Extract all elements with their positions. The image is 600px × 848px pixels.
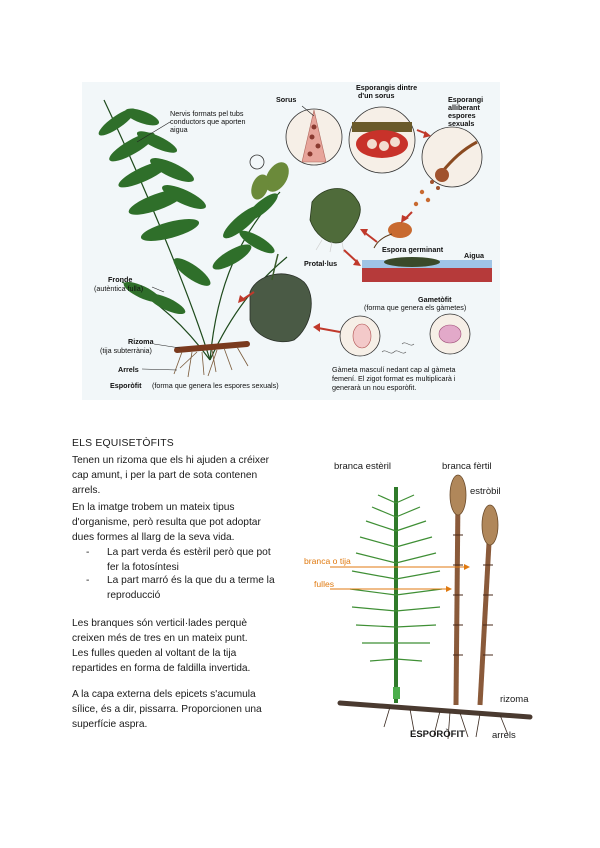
section-title: ELS EQUISETÒFITS [72, 438, 174, 449]
label-protal-lus: Protal·lus [304, 259, 338, 268]
bullet-text-line: La part verda és estèril però que pot [107, 547, 271, 558]
label-rizoma-1: Rizoma [128, 337, 154, 346]
prothallus-drawing [310, 188, 360, 253]
text-line: A la capa externa dels epicets s'acumula [72, 689, 256, 700]
large-gametophyte-drawing [250, 254, 311, 342]
label-rizoma-2: (tija subterrània) [100, 346, 152, 355]
label-nervis-2: conductors que aporten [170, 117, 246, 126]
label-gameta-1: Gàmeta masculí nedant cap al gàmeta [332, 365, 456, 374]
label-esporangi-3: espores [448, 111, 476, 120]
bullet-item-part-verda [86, 545, 296, 575]
text-line: creixen més de tres en un mateix punt. [72, 633, 248, 645]
label-branca-fertil: branca fèrtil [442, 461, 492, 472]
rhizome-roots-drawing [174, 344, 248, 377]
text-line: d'organisme, però resulta que pot adoptar [72, 517, 261, 529]
gametophyte-drawing [362, 257, 492, 282]
frond-zoom-marker [250, 155, 264, 169]
text-line: Les branques són verticil·lades perquè [72, 618, 247, 629]
label-nervis-3: aigua [170, 125, 188, 134]
label-gameta-3: generarà un nou esporòfit. [332, 383, 417, 392]
label-espora-germinant: Espora germinant [382, 245, 444, 254]
paragraph-branques [72, 616, 296, 646]
label-esporangi-1: Esporangi [448, 95, 484, 104]
text-line: arrels. [72, 485, 101, 497]
label-arrels: arrels [492, 730, 516, 741]
bullet-text-line: fer la fotosíntesi [107, 562, 179, 574]
bullet-dash: - [86, 547, 90, 558]
male-gamete-zoom-drawing [340, 316, 380, 356]
label-branca-esteril: branca estèril [334, 461, 392, 472]
label-gameta-2: femení. El zigot format es multiplicarà i [332, 374, 456, 383]
label-esporangis-2: d'un sorus [358, 91, 395, 100]
paragraph-silice [72, 687, 296, 733]
text-line: Les fulles queden al voltant de la tija [72, 648, 237, 659]
spores-drawing [414, 190, 430, 206]
swimming-gametes-drawing [382, 343, 414, 353]
paragraph-dues-formes [72, 500, 296, 546]
label-branca-tija: branca o tija [304, 556, 351, 566]
fern-life-cycle-illustration [82, 82, 500, 400]
horsetail-figure [304, 455, 542, 745]
text-line: cap amunt, i per la part de sota contenen [72, 470, 258, 482]
paragraph-fulles [72, 646, 296, 676]
label-nervis-1: Nervis formats pel tubs [170, 109, 244, 118]
label-gametofit-1: Gametòfit [418, 295, 452, 304]
female-gamete-zoom-drawing [430, 314, 470, 354]
label-esporofit: ESPORÒFIT [410, 729, 465, 740]
bullet-text-line: La part marró és la que du a terme la [107, 575, 275, 586]
releasing-sporangium-drawing [422, 127, 482, 190]
label-esporofit: Esporòfit [110, 381, 142, 390]
bullet-item-part-marro [86, 573, 296, 603]
fern-life-cycle-figure [82, 82, 500, 400]
label-arrels: Arrels [118, 365, 139, 374]
label-esporangi-2: alliberant [448, 103, 480, 112]
label-rizoma: rizoma [500, 694, 529, 705]
bullet-text-line: reproducció [107, 590, 161, 602]
bullet-dash: - [86, 575, 90, 586]
horsetail-illustration [304, 455, 542, 745]
sporangia-zoom-drawing [349, 107, 415, 173]
label-fulles: fulles [314, 579, 335, 589]
paragraph-rizoma [72, 453, 296, 499]
label-sorus: Sorus [276, 95, 297, 104]
label-fronde-2: (autèntica fulla) [94, 284, 144, 293]
label-esporangis-1: Esporangis dintre [356, 83, 418, 92]
sterile-branch-drawing [350, 487, 442, 703]
label-esporangi-4: sexuals [448, 119, 475, 128]
text-line: sílice, és a dir, pissarra. Proporcionen una [72, 704, 262, 716]
label-estrobil: estròbil [470, 486, 501, 497]
sorus-zoom-drawing [286, 109, 342, 165]
text-line: Tenen un rizoma que els hi ajuden a créixer [72, 455, 270, 466]
label-aigua: Aigua [464, 251, 484, 260]
text-line: dues formes al llarg de la seva vida. [72, 532, 235, 544]
text-line: En la imatge trobem un mateix tipus [72, 502, 235, 513]
label-gametofit-2: (forma que genera els gàmetes) [364, 303, 467, 312]
label-esporofit-desc: (forma que genera les espores sexuals) [152, 381, 279, 390]
label-fronde-1: Fronde [108, 275, 133, 284]
text-line: repartides en forma de faldilla invertida. [72, 663, 251, 675]
text-line: superfície aspra. [72, 719, 148, 731]
